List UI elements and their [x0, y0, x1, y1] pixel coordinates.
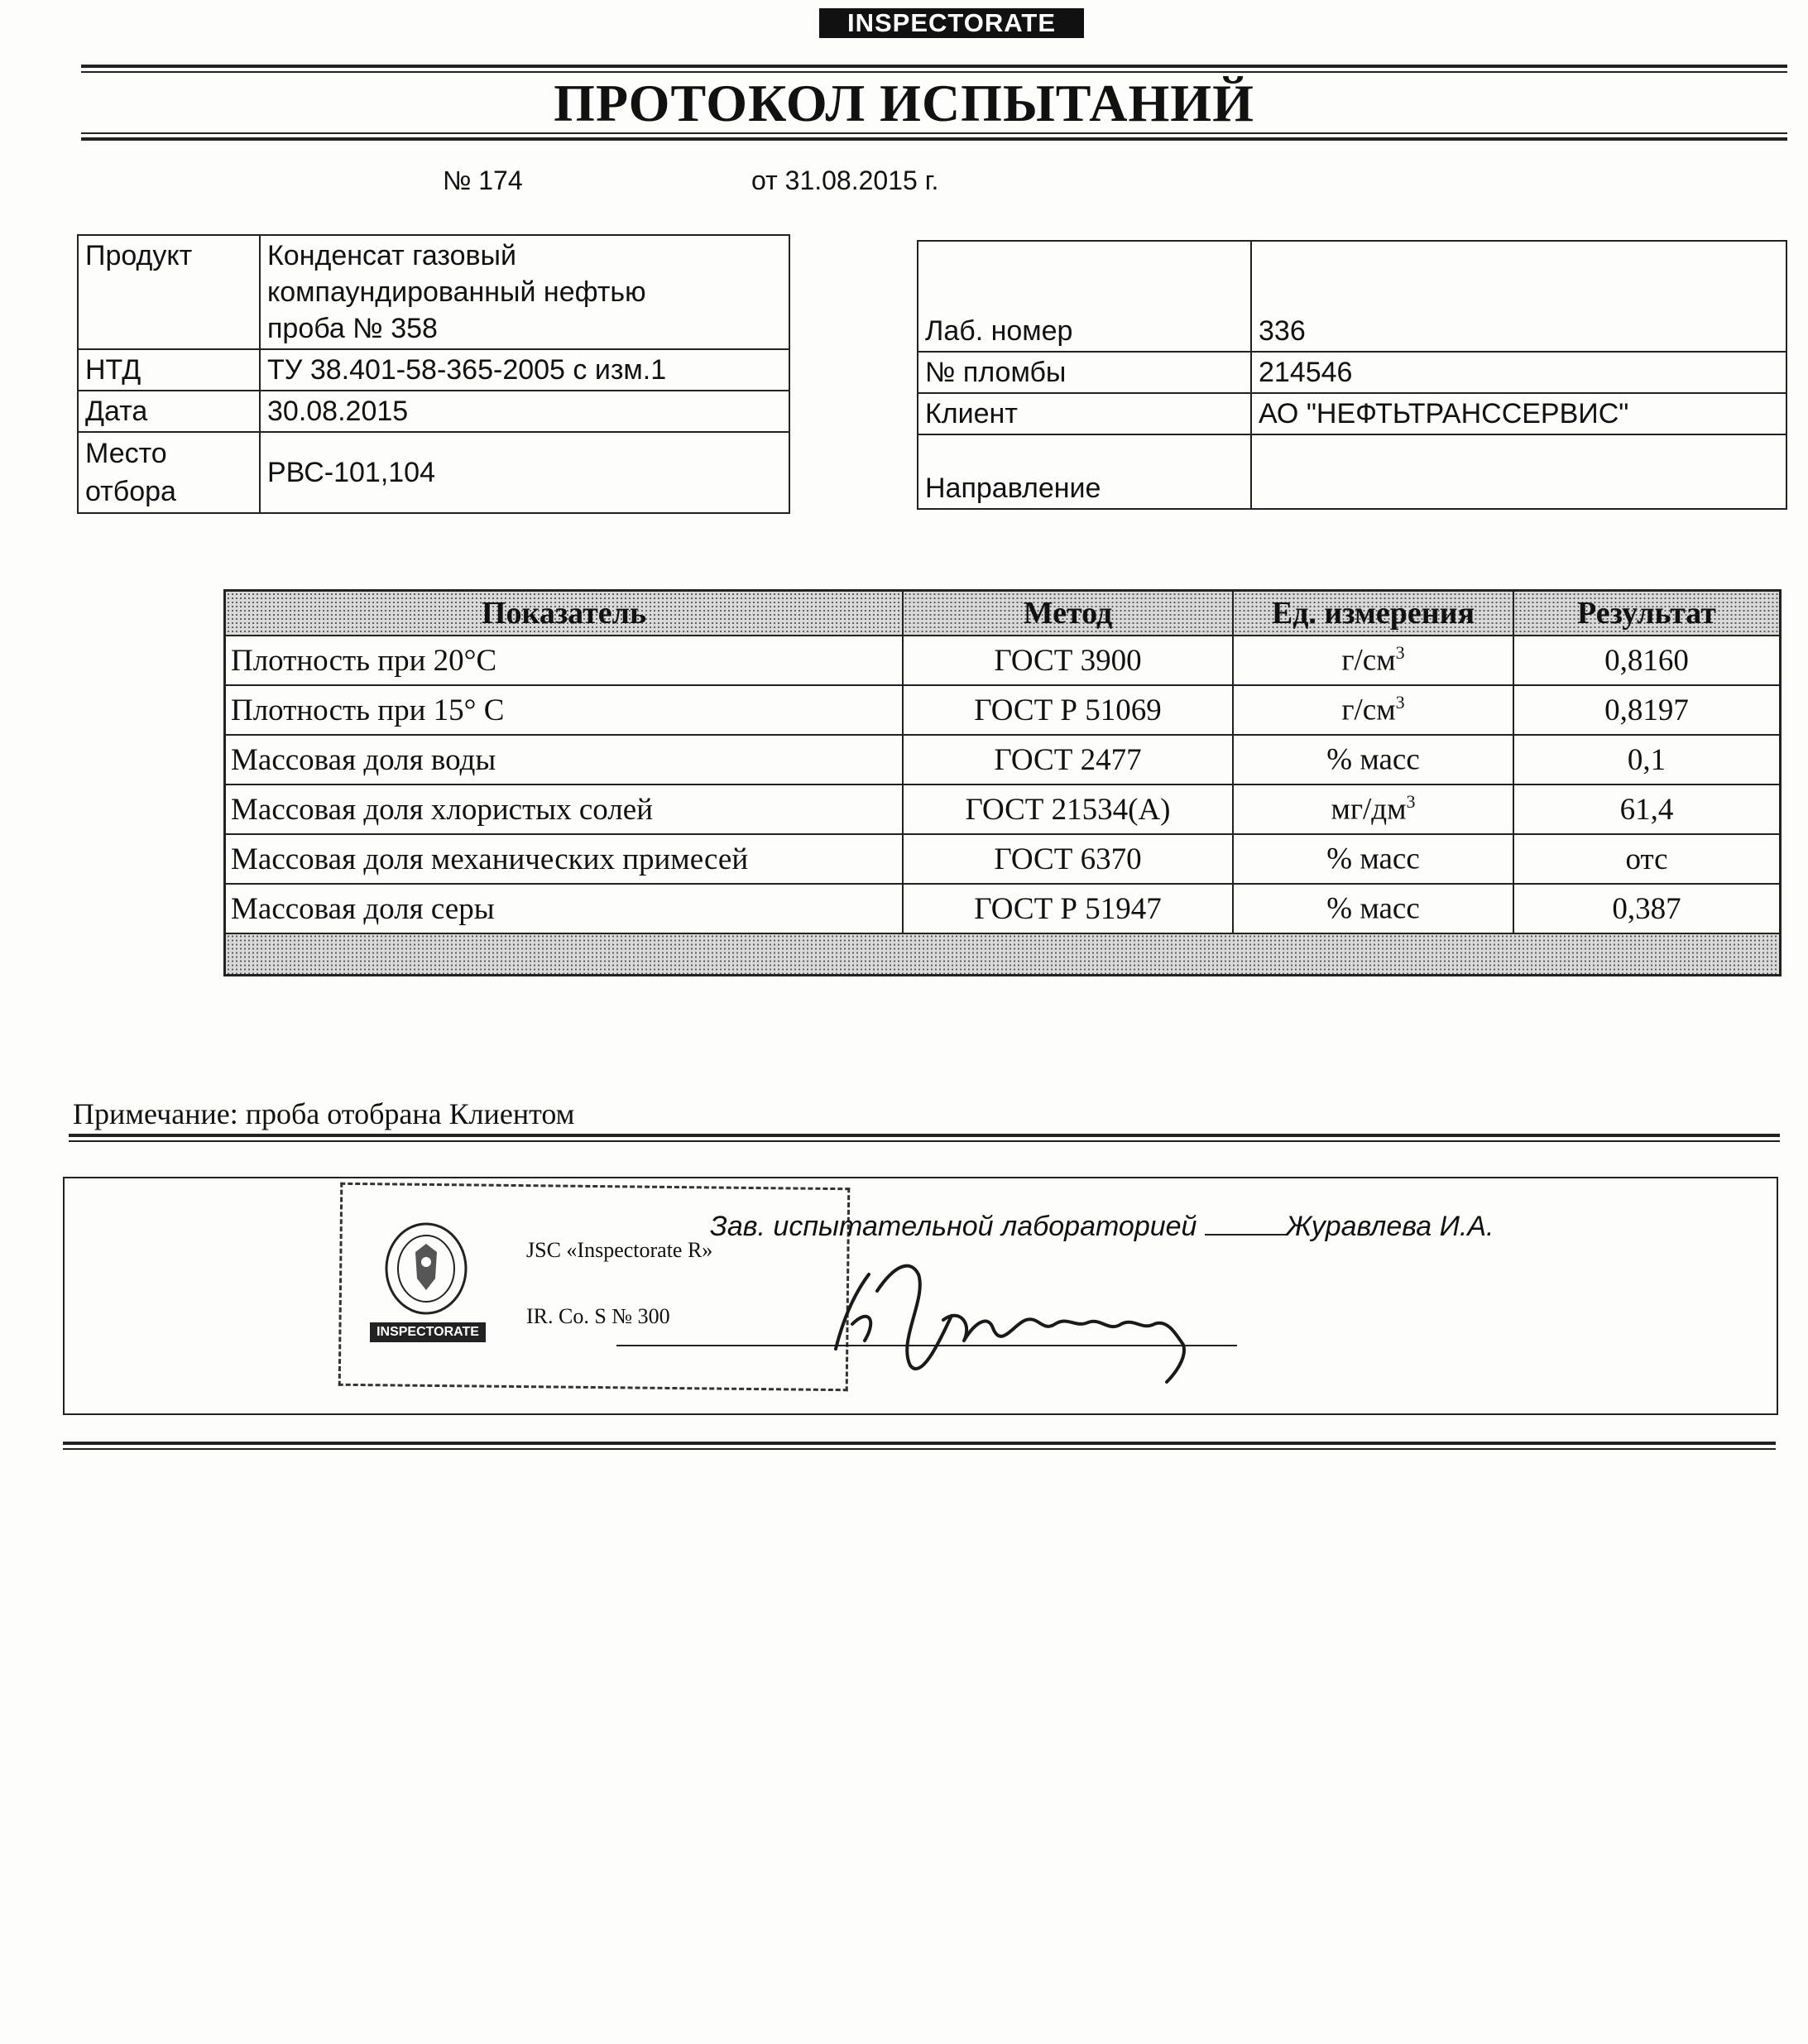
table-row	[225, 784, 1781, 834]
table-row	[225, 884, 1781, 933]
table-row	[225, 685, 1781, 735]
info-value: 30.08.2015	[260, 391, 789, 432]
info-row-ntd	[78, 349, 789, 391]
document-title: ПРОТОКОЛ ИСПЫТАНИЙ	[554, 74, 1254, 132]
parameter-cell: Массовая доля серы	[225, 884, 904, 933]
footer-rule	[63, 1442, 1776, 1450]
unit-superscript: 3	[1406, 791, 1416, 813]
method-cell: ГОСТ Р 51069	[903, 685, 1233, 735]
info-row-location	[78, 432, 789, 513]
results-table	[223, 589, 1782, 976]
info-value: Конденсат газовый компаундированный нефтью проба № 358	[260, 235, 789, 349]
info-label: Клиент	[918, 393, 1251, 434]
info-value: РВС-101,104	[260, 432, 789, 513]
result-cell: 0,8160	[1513, 636, 1781, 685]
method-cell: ГОСТ 3900	[903, 636, 1233, 685]
info-row-lab-number	[918, 241, 1786, 352]
info-label: № пломбы	[918, 352, 1251, 393]
sample-info-table	[77, 234, 790, 514]
handwritten-signature	[819, 1241, 1249, 1390]
note-text: Примечание: проба отобрана Клиентом	[73, 1097, 575, 1130]
signatory-name: Журавлева И.А.	[1285, 1211, 1494, 1242]
parameter-cell: Плотность при 15° С	[225, 685, 904, 735]
result-cell: 0,1	[1513, 735, 1781, 784]
info-value: ТУ 38.401-58-365-2005 с изм.1	[260, 349, 789, 391]
unit-text: мг/дм	[1331, 792, 1407, 827]
unit-cell	[1233, 884, 1513, 933]
info-row-client	[918, 393, 1786, 434]
info-label: Лаб. номер	[918, 241, 1251, 352]
unit-cell	[1233, 834, 1513, 884]
signature-blank	[1205, 1211, 1286, 1236]
method-cell: ГОСТ 6370	[903, 834, 1233, 884]
protocol-number: № 174	[443, 166, 523, 195]
column-header-parameter: Показатель	[225, 591, 904, 636]
parameter-cell: Плотность при 20°С	[225, 636, 904, 685]
parameter-cell: Массовая доля воды	[225, 735, 904, 784]
info-label: Дата	[78, 391, 260, 432]
parameter-cell: Массовая доля механических примесей	[225, 834, 904, 884]
table-row	[225, 834, 1781, 884]
info-label: Продукт	[78, 235, 260, 349]
note-rule	[69, 1134, 1780, 1142]
inspectorate-logo: INSPECTORATE	[819, 8, 1084, 38]
lab-info-table	[917, 240, 1787, 510]
info-value	[1251, 434, 1786, 509]
info-row-product	[78, 235, 789, 349]
info-label: Место отбора	[78, 432, 260, 513]
parameter-cell: Массовая доля хлористых солей	[225, 784, 904, 834]
result-cell: 0,8197	[1513, 685, 1781, 735]
info-row-direction	[918, 434, 1786, 509]
header-rule-top	[81, 65, 1787, 73]
result-cell: 61,4	[1513, 784, 1781, 834]
signatory-line	[710, 1211, 1494, 1243]
result-cell: отс	[1513, 834, 1781, 884]
results-header-row	[225, 591, 1781, 636]
unit-cell	[1233, 735, 1513, 784]
unit-text: % масс	[1326, 842, 1420, 876]
column-header-unit: Ед. измерения	[1233, 591, 1513, 636]
info-value: АО "НЕФТЬТРАНССЕРВИС"	[1251, 393, 1786, 434]
header-rule-bottom	[81, 132, 1787, 141]
table-row	[225, 735, 1781, 784]
info-value: 214546	[1251, 352, 1786, 393]
info-label: НТД	[78, 349, 260, 391]
unit-cell	[1233, 685, 1513, 735]
unit-superscript: 3	[1395, 692, 1405, 713]
method-cell: ГОСТ Р 51947	[903, 884, 1233, 933]
unit-cell	[1233, 636, 1513, 685]
stamp-brand: INSPECTORATE	[370, 1322, 486, 1342]
unit-text: г/см	[1341, 693, 1396, 727]
result-cell: 0,387	[1513, 884, 1781, 933]
info-label: Направление	[918, 434, 1251, 509]
method-cell: ГОСТ 2477	[903, 735, 1233, 784]
method-cell: ГОСТ 21534(А)	[903, 784, 1233, 834]
table-row	[225, 636, 1781, 685]
protocol-date: от 31.08.2015 г.	[751, 166, 939, 195]
column-header-method: Метод	[903, 591, 1233, 636]
unit-text: г/см	[1341, 643, 1396, 678]
unit-text: % масс	[1326, 742, 1420, 777]
bureau-veritas-seal-icon	[381, 1221, 472, 1320]
unit-text: % масс	[1326, 891, 1420, 926]
info-value: 336	[1251, 241, 1786, 352]
info-row-date	[78, 391, 789, 432]
info-row-seal-number	[918, 352, 1786, 393]
stamp-company-line: JSC «Inspectorate R»	[526, 1238, 713, 1262]
unit-superscript: 3	[1395, 642, 1405, 664]
column-header-result: Результат	[1513, 591, 1781, 636]
unit-cell	[1233, 784, 1513, 834]
results-footer-row	[225, 933, 1781, 976]
stamp-registration-line: IR. Co. S № 300	[526, 1304, 670, 1328]
hatched-footer	[225, 933, 1781, 976]
signatory-position: Зав. испытательной лабораторией	[710, 1211, 1197, 1242]
